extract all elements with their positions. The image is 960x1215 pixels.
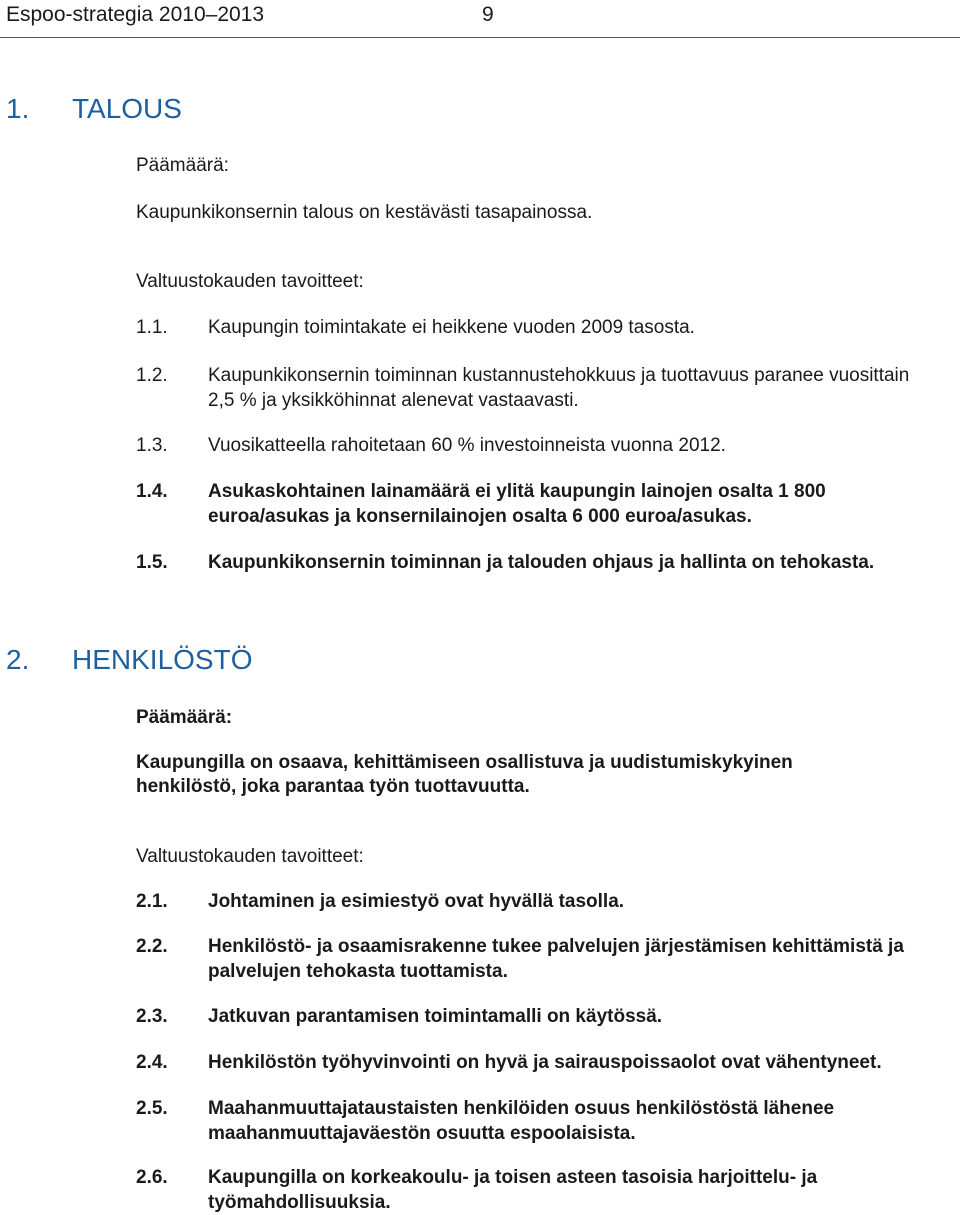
target-text: Kaupunkikonsernin toiminnan ja talouden ohjaus ja hallinta on tehokasta.	[208, 552, 875, 573]
target-number: 2.5.	[136, 1098, 168, 1119]
document-title: Espoo-strategia 2010–2013	[6, 3, 265, 26]
target-text: Kaupungilla on korkeakoulu- ja toisen asteen tasoisia harjoittelu- ja työmahdollisuuksia.	[208, 1167, 818, 1213]
target-text: Vuosikatteella rahoitetaan 60 % investoinneista vuonna 2012.	[208, 435, 726, 456]
target-text: Kaupunkikonsernin toiminnan kustannustehokkuus ja tuottavuus paranee vuosittain 2,5 % ja yksikköhinnat alenevat vastaavasti.	[208, 365, 910, 411]
target-2-3	[136, 1004, 936, 1029]
target-number: 1.5.	[136, 552, 168, 573]
target-number: 1.4.	[136, 481, 168, 502]
target-1-1	[136, 315, 936, 340]
target-number: 1.3.	[136, 435, 168, 456]
target-2-4	[136, 1050, 936, 1075]
target-number: 2.4.	[136, 1052, 168, 1073]
section-1-number: 1.	[6, 93, 30, 124]
section-1-goal-text: Kaupunkikonsernin talous on kestävästi tasapainossa.	[136, 202, 593, 223]
page-number: 9	[482, 3, 494, 26]
target-number: 1.1.	[136, 317, 168, 338]
section-2-goal-text: Kaupungilla on osaava, kehittämiseen osallistuva ja uudistumiskykyinen henkilöstö, joka parantaa työn tuottavuutta.	[136, 752, 793, 797]
section-2-title: HENKILÖSTÖ	[72, 644, 253, 675]
target-text: Johtaminen ja esimiestyö ovat hyvällä tasolla.	[208, 891, 625, 912]
target-text: Henkilöstö- ja osaamisrakenne tukee palvelujen järjestämisen kehittämistä ja palvelujen tehokasta tuottamista.	[208, 936, 904, 982]
target-text: Henkilöstön työhyvinvointi on hyvä ja sairauspoissaolot ovat vähentyneet.	[208, 1052, 882, 1073]
target-1-3	[136, 433, 936, 458]
target-text: Jatkuvan parantamisen toimintamalli on käytössä.	[208, 1006, 663, 1027]
section-1-targets-label: Valtuustokauden tavoitteet:	[136, 271, 364, 292]
target-text: Asukaskohtainen lainamäärä ei ylitä kaupungin lainojen osalta 1 800 euroa/asukas ja konsernilainojen osalta 6 000 euroa/asukas.	[208, 481, 826, 527]
target-number: 1.2.	[136, 365, 168, 386]
section-1-goal-label: Päämäärä:	[136, 155, 229, 176]
target-number: 2.2.	[136, 936, 168, 957]
section-1-title: TALOUS	[72, 93, 182, 124]
page-header	[0, 0, 960, 38]
target-1-2	[136, 363, 936, 413]
target-2-5	[136, 1096, 936, 1146]
target-number: 2.6.	[136, 1167, 168, 1188]
target-number: 2.3.	[136, 1006, 168, 1027]
section-2-goal-label: Päämäärä:	[136, 707, 233, 728]
target-2-2	[136, 934, 936, 984]
target-number: 2.1.	[136, 891, 168, 912]
header-rule	[0, 37, 960, 38]
target-2-6	[136, 1165, 936, 1215]
section-2-heading	[6, 643, 252, 677]
target-1-4	[136, 479, 936, 529]
target-2-1	[136, 889, 936, 914]
section-1-heading	[6, 92, 182, 126]
target-text: Kaupungin toimintakate ei heikkene vuoden 2009 tasosta.	[208, 317, 695, 338]
section-2-targets-label: Valtuustokauden tavoitteet:	[136, 846, 364, 867]
target-text: Maahanmuuttajataustaisten henkilöiden osuus henkilöstöstä lähenee maahanmuuttajaväestön osuutta espoolaisista.	[208, 1098, 835, 1144]
section-2-number: 2.	[6, 644, 30, 675]
target-1-5	[136, 550, 936, 575]
